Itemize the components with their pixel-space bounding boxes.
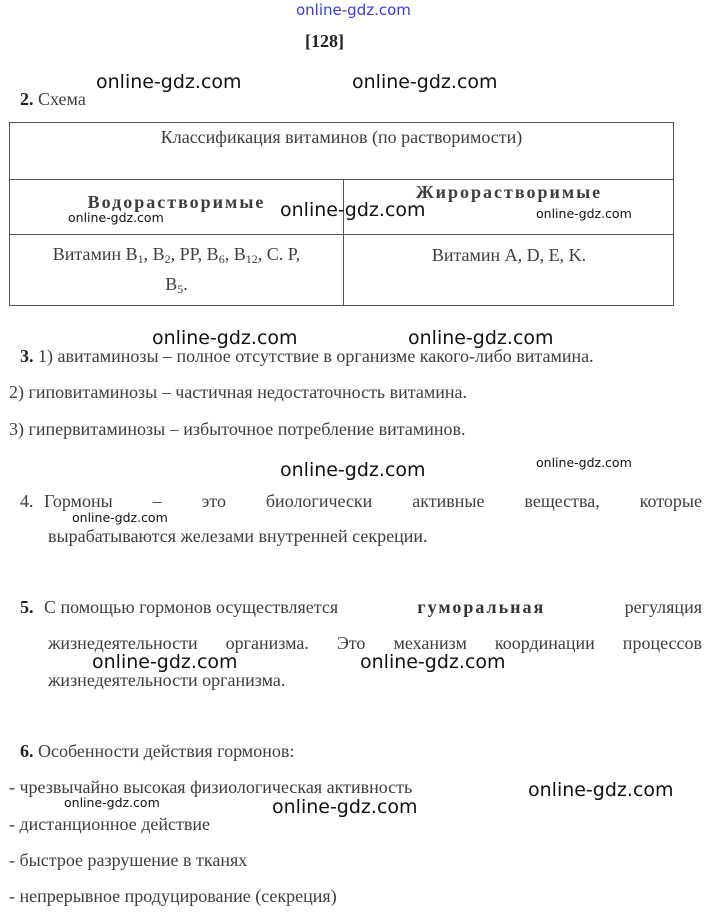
task-4-number: 4. (20, 491, 34, 511)
task-number: 6. (20, 741, 34, 761)
watermark: online-gdz.com (536, 455, 632, 470)
task-number: 2. (20, 89, 34, 109)
emphasis-humoral: гуморальная (417, 597, 546, 617)
table-title: Классификация витаминов (по растворимости) (160, 127, 523, 147)
task-4-line-2: вырабатываются железами внутренней секреции. (48, 526, 428, 546)
fat-soluble-vitamins: Витамин A, D, E, K. (431, 245, 587, 265)
task-3-item-3: 3) гипервитаминозы – избыточное потребление витаминов. (9, 419, 466, 439)
task-3-item-1: 3. 1) авитаминозы – полное отсутствие в организме какого-либо витамина. (20, 346, 594, 366)
task-5-line-2: жизнедеятельности организма. Это механизм координации процессов (48, 633, 702, 653)
watermark: online-gdz.com (92, 651, 238, 673)
watermark: online-gdz.com (352, 71, 498, 93)
task-5-line-3: жизнедеятельности организма. (48, 670, 286, 690)
task-3-item-2: 2) гиповитаминозы – частичная недостаточность витамина. (9, 382, 467, 402)
watermark: online-gdz.com (360, 651, 506, 673)
task-number: 3. (20, 346, 34, 366)
task-5-line-1: С помощью гормонов осуществляется гуморальная регуляция (44, 597, 702, 617)
water-soluble-vitamins: Витамин $B_1$, $B_2$, PP, $B_6$, $B_{12}$, C. P, $B_5$. (52, 244, 301, 296)
watermark: online-gdz.com (96, 71, 242, 93)
column-header-water-soluble: Водорастворимые (87, 192, 266, 212)
watermark: online-gdz.com (68, 210, 164, 225)
watermark: online-gdz.com (280, 199, 426, 221)
list-item: - быстрое разрушение в тканях (9, 850, 248, 870)
page-number: [128] (305, 31, 344, 51)
task-4-line-1: Гормоны – это биологически активные вещества, которые (44, 491, 702, 511)
watermark: online-gdz.com (72, 510, 168, 525)
watermark: online-gdz.com (528, 779, 674, 801)
column-header-fat-soluble: Жирорастворимые (415, 182, 603, 202)
list-item: - непрерывное продуцирование (секреция) (9, 886, 337, 906)
task-6-heading: 6. Особенности действия гормонов: (20, 741, 295, 761)
watermark: online-gdz.com (536, 206, 632, 221)
task-5-number: 5. (20, 597, 34, 617)
list-item: - дистанционное действие (9, 814, 210, 834)
task-2-heading (20, 89, 86, 110)
watermark: online-gdz.com (272, 796, 418, 818)
watermark: online-gdz.com (280, 459, 426, 481)
watermark: online-gdz.com (64, 795, 160, 810)
watermark: online-gdz.com (152, 327, 298, 349)
watermark: online-gdz.com (408, 327, 554, 349)
top-watermark: online-gdz.com (296, 1, 411, 19)
list-item: - чрезвычайно высокая физиологическая активность (9, 777, 413, 797)
task-label: Схема (38, 89, 86, 109)
